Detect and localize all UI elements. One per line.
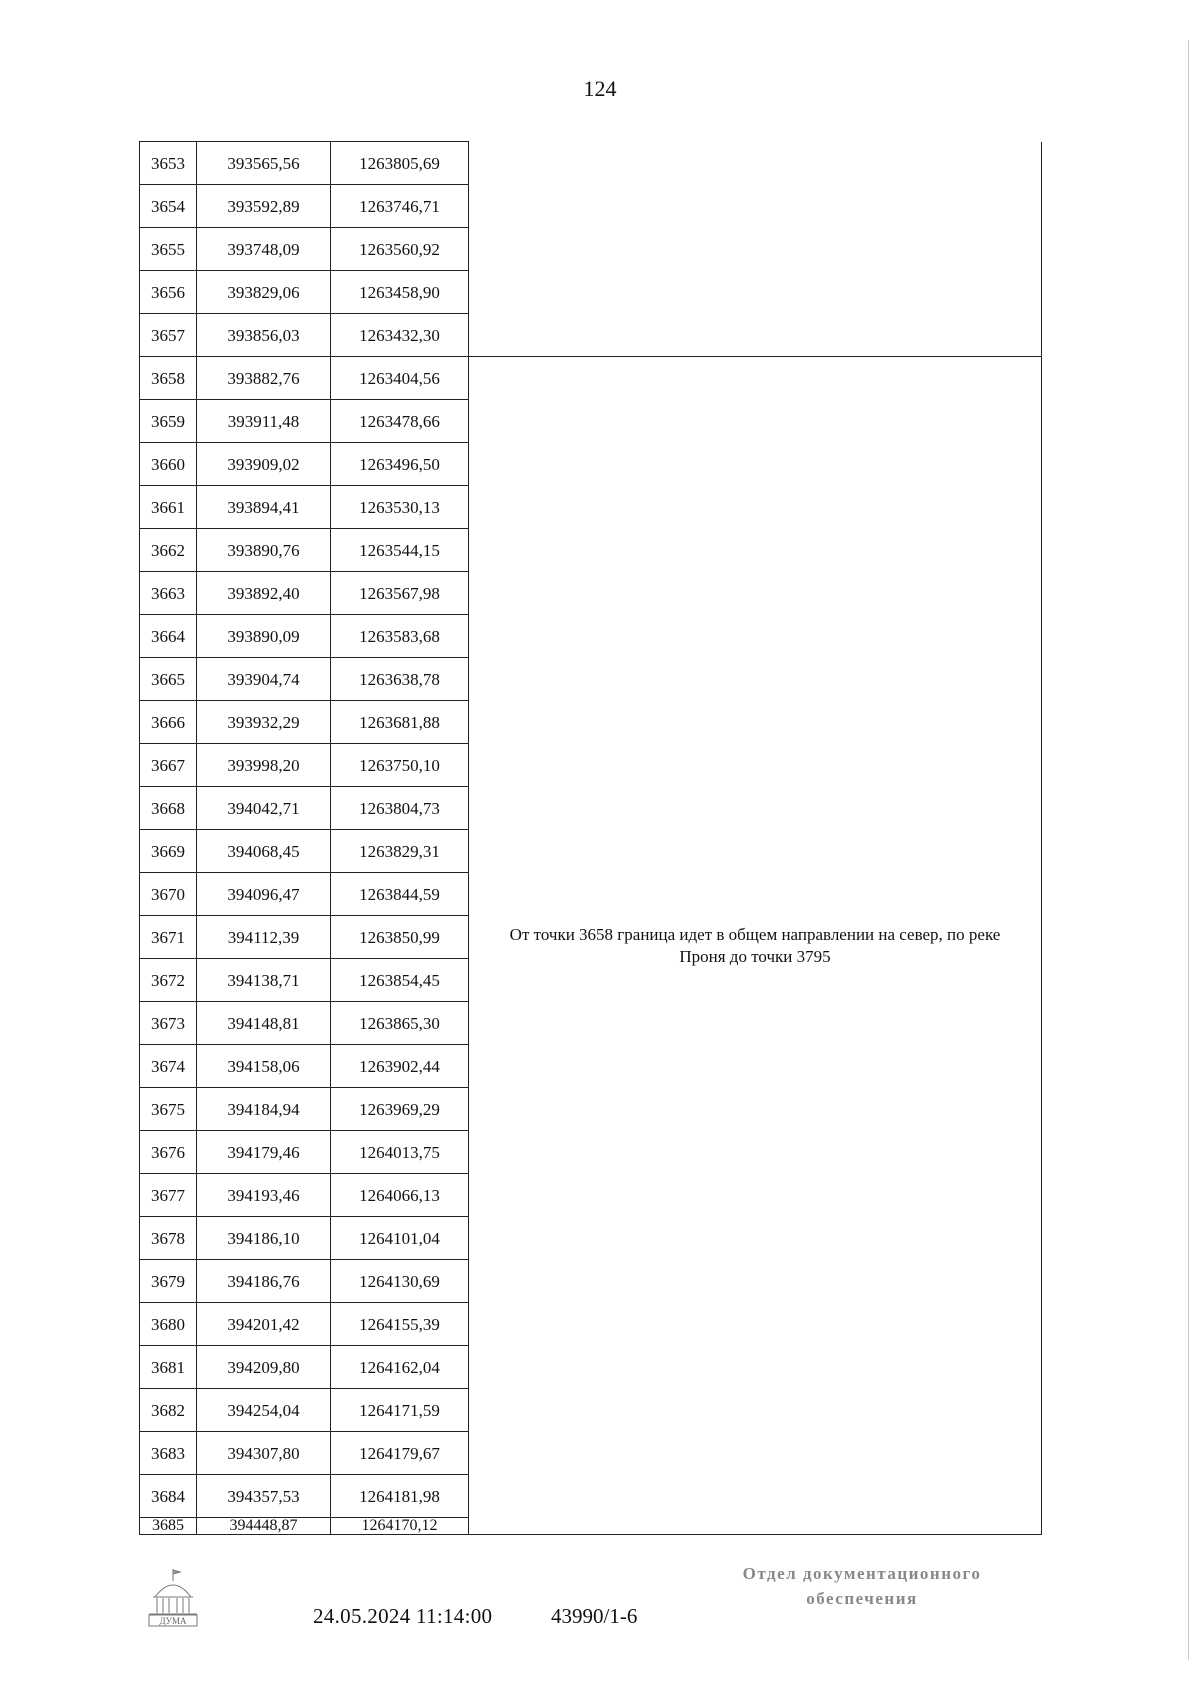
y-coordinate-cell: 1263432,30 bbox=[331, 314, 469, 357]
point-number-cell: 3670 bbox=[140, 873, 197, 916]
department-stamp bbox=[712, 1561, 1012, 1611]
point-number-cell: 3679 bbox=[140, 1260, 197, 1303]
point-number-cell: 3683 bbox=[140, 1432, 197, 1475]
x-coordinate-cell: 393592,89 bbox=[197, 185, 331, 228]
point-number-cell: 3654 bbox=[140, 185, 197, 228]
y-coordinate-cell: 1263478,66 bbox=[331, 400, 469, 443]
y-coordinate-cell: 1264181,98 bbox=[331, 1475, 469, 1518]
y-coordinate-cell: 1263583,68 bbox=[331, 615, 469, 658]
point-number-cell: 3677 bbox=[140, 1174, 197, 1217]
point-number-cell: 3662 bbox=[140, 529, 197, 572]
y-coordinate-cell: 1263530,13 bbox=[331, 486, 469, 529]
point-number-cell: 3663 bbox=[140, 572, 197, 615]
y-coordinate-cell: 1264066,13 bbox=[331, 1174, 469, 1217]
x-coordinate-cell: 394158,06 bbox=[197, 1045, 331, 1088]
y-coordinate-cell: 1264179,67 bbox=[331, 1432, 469, 1475]
page-number: 124 bbox=[583, 76, 617, 101]
point-number-cell: 3665 bbox=[140, 658, 197, 701]
y-coordinate-cell: 1263805,69 bbox=[331, 142, 469, 185]
y-coordinate-cell: 1263850,99 bbox=[331, 916, 469, 959]
y-coordinate-cell: 1264171,59 bbox=[331, 1389, 469, 1432]
point-number-cell: 3671 bbox=[140, 916, 197, 959]
x-coordinate-cell: 394209,80 bbox=[197, 1346, 331, 1389]
y-coordinate-cell: 1263844,59 bbox=[331, 873, 469, 916]
point-number-cell: 3674 bbox=[140, 1045, 197, 1088]
stamp-line-1: Отдел документационного bbox=[742, 1564, 982, 1583]
x-coordinate-cell: 394186,10 bbox=[197, 1217, 331, 1260]
x-coordinate-cell: 393932,29 bbox=[197, 701, 331, 744]
y-coordinate-cell: 1264155,39 bbox=[331, 1303, 469, 1346]
y-coordinate-cell: 1264162,04 bbox=[331, 1346, 469, 1389]
x-coordinate-cell: 393894,41 bbox=[197, 486, 331, 529]
x-coordinate-cell: 393911,48 bbox=[197, 400, 331, 443]
coordinates-table bbox=[139, 141, 1042, 1535]
y-coordinate-cell: 1263902,44 bbox=[331, 1045, 469, 1088]
x-coordinate-cell: 394357,53 bbox=[197, 1475, 331, 1518]
scan-edge-mark bbox=[1188, 40, 1189, 1660]
x-coordinate-cell: 394448,87 bbox=[197, 1518, 331, 1535]
y-coordinate-cell: 1263865,30 bbox=[331, 1002, 469, 1045]
footer-doc-code: 43990/1-6 bbox=[551, 1604, 638, 1628]
description-cell-previous bbox=[469, 142, 1042, 357]
x-coordinate-cell: 394186,76 bbox=[197, 1260, 331, 1303]
y-coordinate-cell: 1263496,50 bbox=[331, 443, 469, 486]
point-number-cell: 3678 bbox=[140, 1217, 197, 1260]
y-coordinate-cell: 1264013,75 bbox=[331, 1131, 469, 1174]
point-number-cell: 3684 bbox=[140, 1475, 197, 1518]
point-number-cell: 3660 bbox=[140, 443, 197, 486]
x-coordinate-cell: 394148,81 bbox=[197, 1002, 331, 1045]
point-number-cell: 3666 bbox=[140, 701, 197, 744]
point-number-cell: 3668 bbox=[140, 787, 197, 830]
x-coordinate-cell: 393998,20 bbox=[197, 744, 331, 787]
x-coordinate-cell: 394179,46 bbox=[197, 1131, 331, 1174]
y-coordinate-cell: 1263560,92 bbox=[331, 228, 469, 271]
y-coordinate-cell: 1263567,98 bbox=[331, 572, 469, 615]
x-coordinate-cell: 393882,76 bbox=[197, 357, 331, 400]
point-number-cell: 3685 bbox=[140, 1518, 197, 1535]
y-coordinate-cell: 1264170,12 bbox=[331, 1518, 469, 1535]
x-coordinate-cell: 394068,45 bbox=[197, 830, 331, 873]
x-coordinate-cell: 393892,40 bbox=[197, 572, 331, 615]
y-coordinate-cell: 1263404,56 bbox=[331, 357, 469, 400]
y-coordinate-cell: 1263804,73 bbox=[331, 787, 469, 830]
stamp-line-2: обеспечения bbox=[806, 1589, 918, 1608]
footer-datetime: 24.05.2024 11:14:00 bbox=[313, 1604, 493, 1628]
point-number-cell: 3673 bbox=[140, 1002, 197, 1045]
point-number-cell: 3653 bbox=[140, 142, 197, 185]
point-number-cell: 3680 bbox=[140, 1303, 197, 1346]
y-coordinate-cell: 1263829,31 bbox=[331, 830, 469, 873]
table-row bbox=[140, 142, 1042, 185]
point-number-cell: 3664 bbox=[140, 615, 197, 658]
x-coordinate-cell: 394254,04 bbox=[197, 1389, 331, 1432]
y-coordinate-cell: 1263458,90 bbox=[331, 271, 469, 314]
y-coordinate-cell: 1263854,45 bbox=[331, 959, 469, 1002]
point-number-cell: 3657 bbox=[140, 314, 197, 357]
x-coordinate-cell: 394193,46 bbox=[197, 1174, 331, 1217]
point-number-cell: 3682 bbox=[140, 1389, 197, 1432]
x-coordinate-cell: 393565,56 bbox=[197, 142, 331, 185]
x-coordinate-cell: 394201,42 bbox=[197, 1303, 331, 1346]
y-coordinate-cell: 1263544,15 bbox=[331, 529, 469, 572]
x-coordinate-cell: 394112,39 bbox=[197, 916, 331, 959]
x-coordinate-cell: 394042,71 bbox=[197, 787, 331, 830]
y-coordinate-cell: 1263746,71 bbox=[331, 185, 469, 228]
coordinates-table-body bbox=[140, 142, 1042, 1535]
y-coordinate-cell: 1264101,04 bbox=[331, 1217, 469, 1260]
x-coordinate-cell: 393890,76 bbox=[197, 529, 331, 572]
table-row bbox=[140, 357, 1042, 400]
x-coordinate-cell: 393909,02 bbox=[197, 443, 331, 486]
emblem-text: ДУМА bbox=[159, 1616, 187, 1626]
y-coordinate-cell: 1263750,10 bbox=[331, 744, 469, 787]
duma-emblem-icon bbox=[143, 1567, 203, 1629]
x-coordinate-cell: 394307,80 bbox=[197, 1432, 331, 1475]
x-coordinate-cell: 394096,47 bbox=[197, 873, 331, 916]
point-number-cell: 3656 bbox=[140, 271, 197, 314]
y-coordinate-cell: 1263638,78 bbox=[331, 658, 469, 701]
point-number-cell: 3658 bbox=[140, 357, 197, 400]
point-number-cell: 3655 bbox=[140, 228, 197, 271]
point-number-cell: 3661 bbox=[140, 486, 197, 529]
point-number-cell: 3672 bbox=[140, 959, 197, 1002]
point-number-cell: 3669 bbox=[140, 830, 197, 873]
x-coordinate-cell: 393904,74 bbox=[197, 658, 331, 701]
x-coordinate-cell: 393829,06 bbox=[197, 271, 331, 314]
y-coordinate-cell: 1263969,29 bbox=[331, 1088, 469, 1131]
boundary-description-cell: От точки 3658 граница идет в общем направлении на север, по реке Проня до точки 3795 bbox=[469, 357, 1042, 1535]
point-number-cell: 3681 bbox=[140, 1346, 197, 1389]
x-coordinate-cell: 393856,03 bbox=[197, 314, 331, 357]
x-coordinate-cell: 393890,09 bbox=[197, 615, 331, 658]
point-number-cell: 3659 bbox=[140, 400, 197, 443]
y-coordinate-cell: 1264130,69 bbox=[331, 1260, 469, 1303]
point-number-cell: 3675 bbox=[140, 1088, 197, 1131]
point-number-cell: 3667 bbox=[140, 744, 197, 787]
x-coordinate-cell: 394138,71 bbox=[197, 959, 331, 1002]
x-coordinate-cell: 393748,09 bbox=[197, 228, 331, 271]
point-number-cell: 3676 bbox=[140, 1131, 197, 1174]
x-coordinate-cell: 394184,94 bbox=[197, 1088, 331, 1131]
y-coordinate-cell: 1263681,88 bbox=[331, 701, 469, 744]
